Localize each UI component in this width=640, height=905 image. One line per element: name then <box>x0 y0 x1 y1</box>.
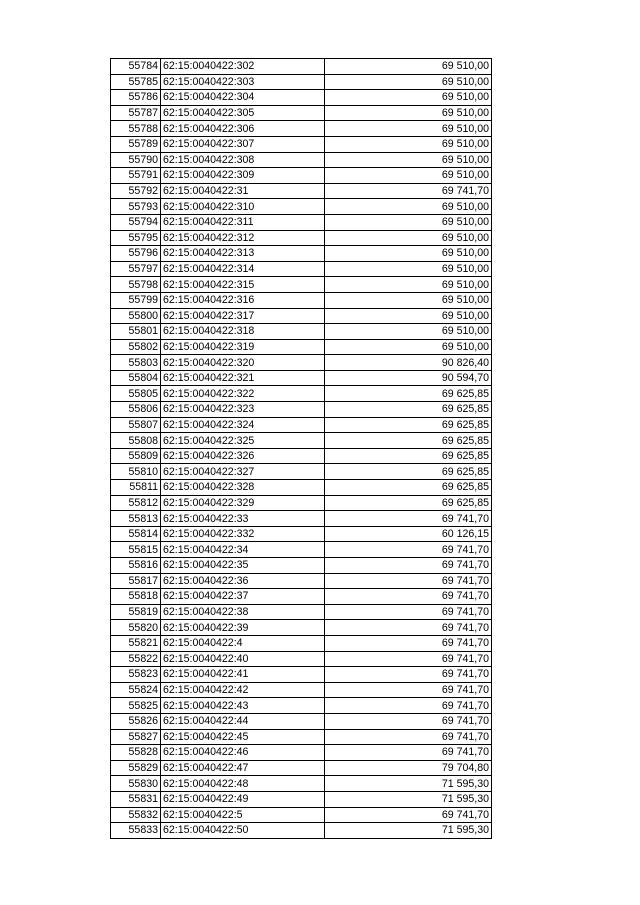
cadastral-value-cell: 69 510,00 <box>325 230 492 246</box>
table-row <box>111 214 492 230</box>
cadastral-value-cell: 71 595,30 <box>325 791 492 807</box>
cadastral-number-cell: 62:15:0040422:322 <box>161 386 325 402</box>
cadastral-value-cell: 69 741,70 <box>325 651 492 667</box>
row-number-cell: 55789 <box>111 136 161 152</box>
cadastral-number-cell: 62:15:0040422:43 <box>161 698 325 714</box>
table-row <box>111 402 492 418</box>
cadastral-value-cell: 69 625,85 <box>325 402 492 418</box>
cadastral-number-cell: 62:15:0040422:315 <box>161 277 325 293</box>
cadastral-value-cell: 79 704,80 <box>325 760 492 776</box>
row-number-cell: 55825 <box>111 698 161 714</box>
table-row <box>111 729 492 745</box>
table-row <box>111 604 492 620</box>
cadastral-number-cell: 62:15:0040422:304 <box>161 90 325 106</box>
cadastral-value-cell: 69 741,70 <box>325 183 492 199</box>
cadastral-number-cell: 62:15:0040422:319 <box>161 339 325 355</box>
table-row <box>111 698 492 714</box>
row-number-cell: 55806 <box>111 402 161 418</box>
table-row <box>111 121 492 137</box>
cadastral-number-cell: 62:15:0040422:320 <box>161 355 325 371</box>
cadastral-value-cell: 60 126,15 <box>325 526 492 542</box>
cadastral-value-cell: 69 510,00 <box>325 59 492 75</box>
cadastral-value-cell: 69 741,70 <box>325 729 492 745</box>
cadastral-value-cell: 69 741,70 <box>325 698 492 714</box>
cadastral-value-cell: 90 594,70 <box>325 370 492 386</box>
row-number-cell: 55799 <box>111 292 161 308</box>
cadastral-value-cell: 69 741,70 <box>325 635 492 651</box>
cadastral-number-cell: 62:15:0040422:39 <box>161 620 325 636</box>
cadastral-value-cell: 71 595,30 <box>325 823 492 839</box>
cadastral-number-cell: 62:15:0040422:328 <box>161 480 325 496</box>
row-number-cell: 55791 <box>111 168 161 184</box>
cadastral-number-cell: 62:15:0040422:326 <box>161 448 325 464</box>
row-number-cell: 55795 <box>111 230 161 246</box>
row-number-cell: 55787 <box>111 105 161 121</box>
row-number-cell: 55800 <box>111 308 161 324</box>
table-row <box>111 776 492 792</box>
cadastral-value-cell: 69 510,00 <box>325 152 492 168</box>
row-number-cell: 55829 <box>111 760 161 776</box>
cadastral-number-cell: 62:15:0040422:306 <box>161 121 325 137</box>
row-number-cell: 55811 <box>111 480 161 496</box>
cadastral-number-cell: 62:15:0040422:45 <box>161 729 325 745</box>
table-row <box>111 105 492 121</box>
cadastral-value-cell: 69 510,00 <box>325 168 492 184</box>
cadastral-value-cell: 69 510,00 <box>325 90 492 106</box>
cadastral-number-cell: 62:15:0040422:327 <box>161 464 325 480</box>
table-row <box>111 324 492 340</box>
cadastral-value-cell: 69 625,85 <box>325 495 492 511</box>
row-number-cell: 55823 <box>111 667 161 683</box>
row-number-cell: 55797 <box>111 261 161 277</box>
cadastral-number-cell: 62:15:0040422:312 <box>161 230 325 246</box>
row-number-cell: 55793 <box>111 199 161 215</box>
table-row <box>111 433 492 449</box>
table-row <box>111 386 492 402</box>
cadastral-number-cell: 62:15:0040422:50 <box>161 823 325 839</box>
row-number-cell: 55796 <box>111 246 161 262</box>
cadastral-value-cell: 69 741,70 <box>325 558 492 574</box>
cadastral-number-cell: 62:15:0040422:31 <box>161 183 325 199</box>
table-row <box>111 308 492 324</box>
cadastral-number-cell: 62:15:0040422:308 <box>161 152 325 168</box>
row-number-cell: 55808 <box>111 433 161 449</box>
cadastral-value-cell: 69 741,70 <box>325 620 492 636</box>
cadastral-number-cell: 62:15:0040422:48 <box>161 776 325 792</box>
cadastral-number-cell: 62:15:0040422:332 <box>161 526 325 542</box>
row-number-cell: 55831 <box>111 791 161 807</box>
row-number-cell: 55804 <box>111 370 161 386</box>
cadastral-number-cell: 62:15:0040422:49 <box>161 791 325 807</box>
table-row <box>111 448 492 464</box>
table-row <box>111 682 492 698</box>
cadastral-number-cell: 62:15:0040422:318 <box>161 324 325 340</box>
cadastral-value-cell: 69 741,70 <box>325 667 492 683</box>
table-row <box>111 355 492 371</box>
cadastral-value-cell: 69 741,70 <box>325 807 492 823</box>
cadastral-number-cell: 62:15:0040422:324 <box>161 417 325 433</box>
cadastral-number-cell: 62:15:0040422:309 <box>161 168 325 184</box>
cadastral-number-cell: 62:15:0040422:38 <box>161 604 325 620</box>
table-row <box>111 230 492 246</box>
row-number-cell: 55807 <box>111 417 161 433</box>
cadastral-number-cell: 62:15:0040422:35 <box>161 558 325 574</box>
cadastral-value-cell: 69 510,00 <box>325 308 492 324</box>
table-row <box>111 417 492 433</box>
table-row <box>111 760 492 776</box>
table-body <box>111 59 492 839</box>
row-number-cell: 55805 <box>111 386 161 402</box>
row-number-cell: 55812 <box>111 495 161 511</box>
row-number-cell: 55819 <box>111 604 161 620</box>
table-row <box>111 823 492 839</box>
table-row <box>111 152 492 168</box>
row-number-cell: 55810 <box>111 464 161 480</box>
table-row <box>111 620 492 636</box>
cadastral-value-cell: 69 510,00 <box>325 324 492 340</box>
cadastral-number-cell: 62:15:0040422:307 <box>161 136 325 152</box>
cadastral-value-cell: 69 510,00 <box>325 261 492 277</box>
table-row <box>111 480 492 496</box>
cadastral-value-cell: 69 510,00 <box>325 199 492 215</box>
cadastral-number-cell: 62:15:0040422:325 <box>161 433 325 449</box>
cadastral-value-cell: 69 741,70 <box>325 511 492 527</box>
table-row <box>111 464 492 480</box>
row-number-cell: 55786 <box>111 90 161 106</box>
cadastral-value-cell: 69 510,00 <box>325 74 492 90</box>
cadastral-number-cell: 62:15:0040422:33 <box>161 511 325 527</box>
row-number-cell: 55815 <box>111 542 161 558</box>
table-row <box>111 542 492 558</box>
row-number-cell: 55817 <box>111 573 161 589</box>
table-row <box>111 495 492 511</box>
cadastral-number-cell: 62:15:0040422:47 <box>161 760 325 776</box>
row-number-cell: 55813 <box>111 511 161 527</box>
table-row <box>111 589 492 605</box>
row-number-cell: 55822 <box>111 651 161 667</box>
cadastral-value-cell: 90 826,40 <box>325 355 492 371</box>
cadastral-value-cell: 71 595,30 <box>325 776 492 792</box>
row-number-cell: 55801 <box>111 324 161 340</box>
cadastral-value-cell: 69 625,85 <box>325 480 492 496</box>
cadastral-number-cell: 62:15:0040422:310 <box>161 199 325 215</box>
row-number-cell: 55809 <box>111 448 161 464</box>
cadastral-value-cell: 69 741,70 <box>325 682 492 698</box>
cadastral-value-cell: 69 625,85 <box>325 464 492 480</box>
row-number-cell: 55794 <box>111 214 161 230</box>
row-number-cell: 55790 <box>111 152 161 168</box>
cadastral-value-cell: 69 741,70 <box>325 542 492 558</box>
row-number-cell: 55785 <box>111 74 161 90</box>
cadastral-number-cell: 62:15:0040422:40 <box>161 651 325 667</box>
row-number-cell: 55814 <box>111 526 161 542</box>
cadastral-number-cell: 62:15:0040422:34 <box>161 542 325 558</box>
cadastral-number-cell: 62:15:0040422:44 <box>161 713 325 729</box>
cadastral-number-cell: 62:15:0040422:305 <box>161 105 325 121</box>
table-row <box>111 339 492 355</box>
table-row <box>111 573 492 589</box>
cadastral-value-cell: 69 510,00 <box>325 339 492 355</box>
table-row <box>111 635 492 651</box>
row-number-cell: 55818 <box>111 589 161 605</box>
row-number-cell: 55788 <box>111 121 161 137</box>
cadastral-number-cell: 62:15:0040422:42 <box>161 682 325 698</box>
cadastral-number-cell: 62:15:0040422:317 <box>161 308 325 324</box>
row-number-cell: 55798 <box>111 277 161 293</box>
row-number-cell: 55821 <box>111 635 161 651</box>
row-number-cell: 55826 <box>111 713 161 729</box>
row-number-cell: 55792 <box>111 183 161 199</box>
cadastral-number-cell: 62:15:0040422:302 <box>161 59 325 75</box>
row-number-cell: 55803 <box>111 355 161 371</box>
cadastral-value-cell: 69 625,85 <box>325 386 492 402</box>
cadastral-value-cell: 69 510,00 <box>325 246 492 262</box>
table-row <box>111 526 492 542</box>
row-number-cell: 55802 <box>111 339 161 355</box>
table-row <box>111 713 492 729</box>
cadastral-value-cell: 69 741,70 <box>325 573 492 589</box>
row-number-cell: 55828 <box>111 745 161 761</box>
row-number-cell: 55827 <box>111 729 161 745</box>
table-row <box>111 74 492 90</box>
cadastral-number-cell: 62:15:0040422:37 <box>161 589 325 605</box>
cadastral-number-cell: 62:15:0040422:316 <box>161 292 325 308</box>
table-row <box>111 807 492 823</box>
row-number-cell: 55833 <box>111 823 161 839</box>
cadastral-number-cell: 62:15:0040422:314 <box>161 261 325 277</box>
cadastral-value-cell: 69 625,85 <box>325 433 492 449</box>
cadastral-value-cell: 69 510,00 <box>325 121 492 137</box>
table-row <box>111 277 492 293</box>
cadastral-number-cell: 62:15:0040422:321 <box>161 370 325 386</box>
cadastral-value-cell: 69 741,70 <box>325 604 492 620</box>
row-number-cell: 55784 <box>111 59 161 75</box>
table-row <box>111 791 492 807</box>
table-row <box>111 246 492 262</box>
cadastral-number-cell: 62:15:0040422:303 <box>161 74 325 90</box>
cadastral-number-cell: 62:15:0040422:5 <box>161 807 325 823</box>
table-row <box>111 59 492 75</box>
cadastral-value-cell: 69 741,70 <box>325 589 492 605</box>
cadastral-number-cell: 62:15:0040422:323 <box>161 402 325 418</box>
table-row <box>111 745 492 761</box>
table-row <box>111 136 492 152</box>
row-number-cell: 55832 <box>111 807 161 823</box>
document-page <box>110 58 491 839</box>
row-number-cell: 55830 <box>111 776 161 792</box>
cadastral-number-cell: 62:15:0040422:36 <box>161 573 325 589</box>
table-row <box>111 370 492 386</box>
table-row <box>111 558 492 574</box>
cadastral-value-cell: 69 625,85 <box>325 448 492 464</box>
cadastral-value-cell: 69 510,00 <box>325 136 492 152</box>
cadastral-value-cell: 69 741,70 <box>325 745 492 761</box>
cadastral-value-cell: 69 510,00 <box>325 105 492 121</box>
table-row <box>111 511 492 527</box>
cadastral-value-cell: 69 625,85 <box>325 417 492 433</box>
cadastral-number-cell: 62:15:0040422:311 <box>161 214 325 230</box>
row-number-cell: 55816 <box>111 558 161 574</box>
cadastral-number-cell: 62:15:0040422:313 <box>161 246 325 262</box>
cadastral-value-cell: 69 510,00 <box>325 292 492 308</box>
cadastral-value-cell: 69 741,70 <box>325 713 492 729</box>
cadastral-number-cell: 62:15:0040422:41 <box>161 667 325 683</box>
table-row <box>111 199 492 215</box>
table-row <box>111 261 492 277</box>
table-row <box>111 168 492 184</box>
row-number-cell: 55820 <box>111 620 161 636</box>
cadastral-value-table <box>110 58 492 839</box>
cadastral-value-cell: 69 510,00 <box>325 277 492 293</box>
table-row <box>111 667 492 683</box>
table-row <box>111 292 492 308</box>
cadastral-value-cell: 69 510,00 <box>325 214 492 230</box>
cadastral-number-cell: 62:15:0040422:4 <box>161 635 325 651</box>
cadastral-number-cell: 62:15:0040422:46 <box>161 745 325 761</box>
table-row <box>111 651 492 667</box>
cadastral-number-cell: 62:15:0040422:329 <box>161 495 325 511</box>
table-row <box>111 90 492 106</box>
table-row <box>111 183 492 199</box>
row-number-cell: 55824 <box>111 682 161 698</box>
